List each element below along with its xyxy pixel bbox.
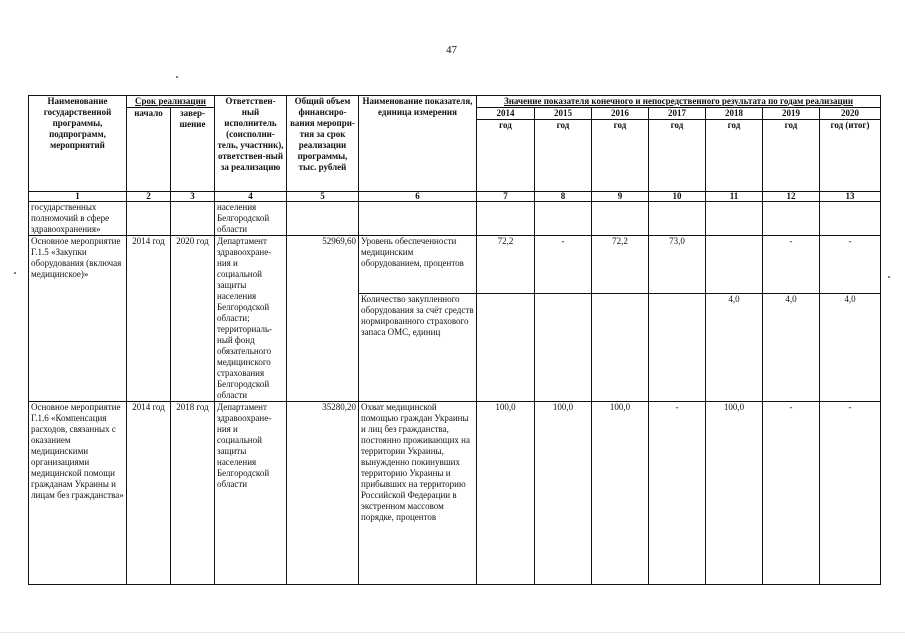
header-year-unit: год [477, 120, 535, 192]
table-row [29, 202, 881, 236]
column-number: 5 [287, 192, 359, 202]
value-2016: 72,2 [592, 236, 649, 294]
row-finance: 52969,60 [287, 236, 359, 402]
column-number: 4 [215, 192, 287, 202]
column-number: 3 [171, 192, 215, 202]
column-number: 9 [592, 192, 649, 202]
scan-edge [0, 632, 905, 633]
header-year: 2015 [535, 108, 592, 120]
header-year-unit: год [706, 120, 763, 192]
header-year: 2019 [763, 108, 820, 120]
value-2015: 100,0 [535, 402, 592, 585]
header-year: 2017 [649, 108, 706, 120]
row-indicator: Уровень обеспеченности медицинским оборудованием, процентов [359, 236, 477, 294]
header-row-1 [29, 96, 881, 108]
value-2018: 4,0 [706, 294, 763, 402]
header-year-unit: год [592, 120, 649, 192]
column-number-row [29, 192, 881, 202]
row-start: 2014 год [127, 236, 171, 402]
row-responsible: Департамент здравоохране-ния и социальной защиты населения Белгородской области [215, 402, 287, 585]
scan-speck [14, 272, 16, 274]
value-2018 [706, 236, 763, 294]
value-2014: 100,0 [477, 402, 535, 585]
header-period: Срок реализации [127, 96, 215, 108]
row-end: 2020 год [171, 236, 215, 402]
row-finance: 35280,20 [287, 402, 359, 585]
column-number: 12 [763, 192, 820, 202]
header-year-unit: год [649, 120, 706, 192]
value-2015: - [535, 236, 592, 294]
column-number: 10 [649, 192, 706, 202]
column-number: 11 [706, 192, 763, 202]
column-number: 2 [127, 192, 171, 202]
column-number: 1 [29, 192, 127, 202]
column-number: 6 [359, 192, 477, 202]
header-finance: Общий объем финансиро-вания меропри-тия за срок реализации программы, тыс. рублей [287, 96, 359, 192]
row-name: Основное мероприятие Г.1.5 «Закупки оборудования (включая медицинское)» [29, 236, 127, 402]
indicator-table [28, 95, 881, 585]
table-row [29, 402, 881, 585]
value-2019: - [763, 402, 820, 585]
value-2020: 4,0 [820, 294, 881, 402]
row-responsible: населения Белгородской области [215, 202, 287, 236]
header-responsible: Ответствен-ный исполнитель (соисполни-тель, участник), ответствен-ный за реализацию [215, 96, 287, 192]
row-indicator: Количество закупленного оборудования за счёт средств нормированного страхового запаса ОМС, единиц [359, 294, 477, 402]
header-indicator: Наименование показателя, единица измерения [359, 96, 477, 192]
header-year: 2020 [820, 108, 881, 120]
header-name: Наименование государственной программы, подпрограмм, мероприятий [29, 96, 127, 192]
header-end: завер-шение [171, 108, 215, 192]
column-number: 8 [535, 192, 592, 202]
value-2016 [592, 294, 649, 402]
header-year-unit: год [763, 120, 820, 192]
row-start: 2014 год [127, 402, 171, 585]
value-2019: 4,0 [763, 294, 820, 402]
value-2016: 100,0 [592, 402, 649, 585]
value-2019: - [763, 236, 820, 294]
header-year: 2014 [477, 108, 535, 120]
value-2017: 73,0 [649, 236, 706, 294]
header-year: 2018 [706, 108, 763, 120]
header-start: начало [127, 108, 171, 192]
value-2017: - [649, 402, 706, 585]
value-2015 [535, 294, 592, 402]
row-responsible: Департамент здравоохране-ния и социальной защиты населения Белгородской области; территориаль-ный фонд обязательного медицинского страхования Белгородской области [215, 236, 287, 402]
column-number: 7 [477, 192, 535, 202]
header-values: Значение показателя конечного и непосредственного результата по годам реализации [477, 96, 881, 108]
value-2020: - [820, 236, 881, 294]
value-2020: - [820, 402, 881, 585]
scan-speck [888, 276, 890, 278]
row-name: Основное мероприятие Г.1.6 «Компенсация расходов, связанных с оказанием медицинскими организациями медицинской помощи гражданам Украины и лицам без гражданства» [29, 402, 127, 585]
column-number: 13 [820, 192, 881, 202]
header-year: 2016 [592, 108, 649, 120]
header-year-unit: год (итог) [820, 120, 881, 192]
row-indicator: Охват медицинской помощью граждан Украины и лиц без гражданства, постоянно проживающих на территории Украины, вынужденно покинувших территорию Украины и прибывших на территорию Российской Федерации в экстренном массовом порядке, процентов [359, 402, 477, 585]
value-2017 [649, 294, 706, 402]
page-number: 47 [446, 44, 457, 56]
value-2014 [477, 294, 535, 402]
table-row [29, 236, 881, 294]
row-name: государственных полномочий в сфере здравоохранения» [29, 202, 127, 236]
row-end: 2018 год [171, 402, 215, 585]
header-year-unit: год [535, 120, 592, 192]
value-2018: 100,0 [706, 402, 763, 585]
scan-speck [176, 76, 178, 78]
value-2014: 72,2 [477, 236, 535, 294]
